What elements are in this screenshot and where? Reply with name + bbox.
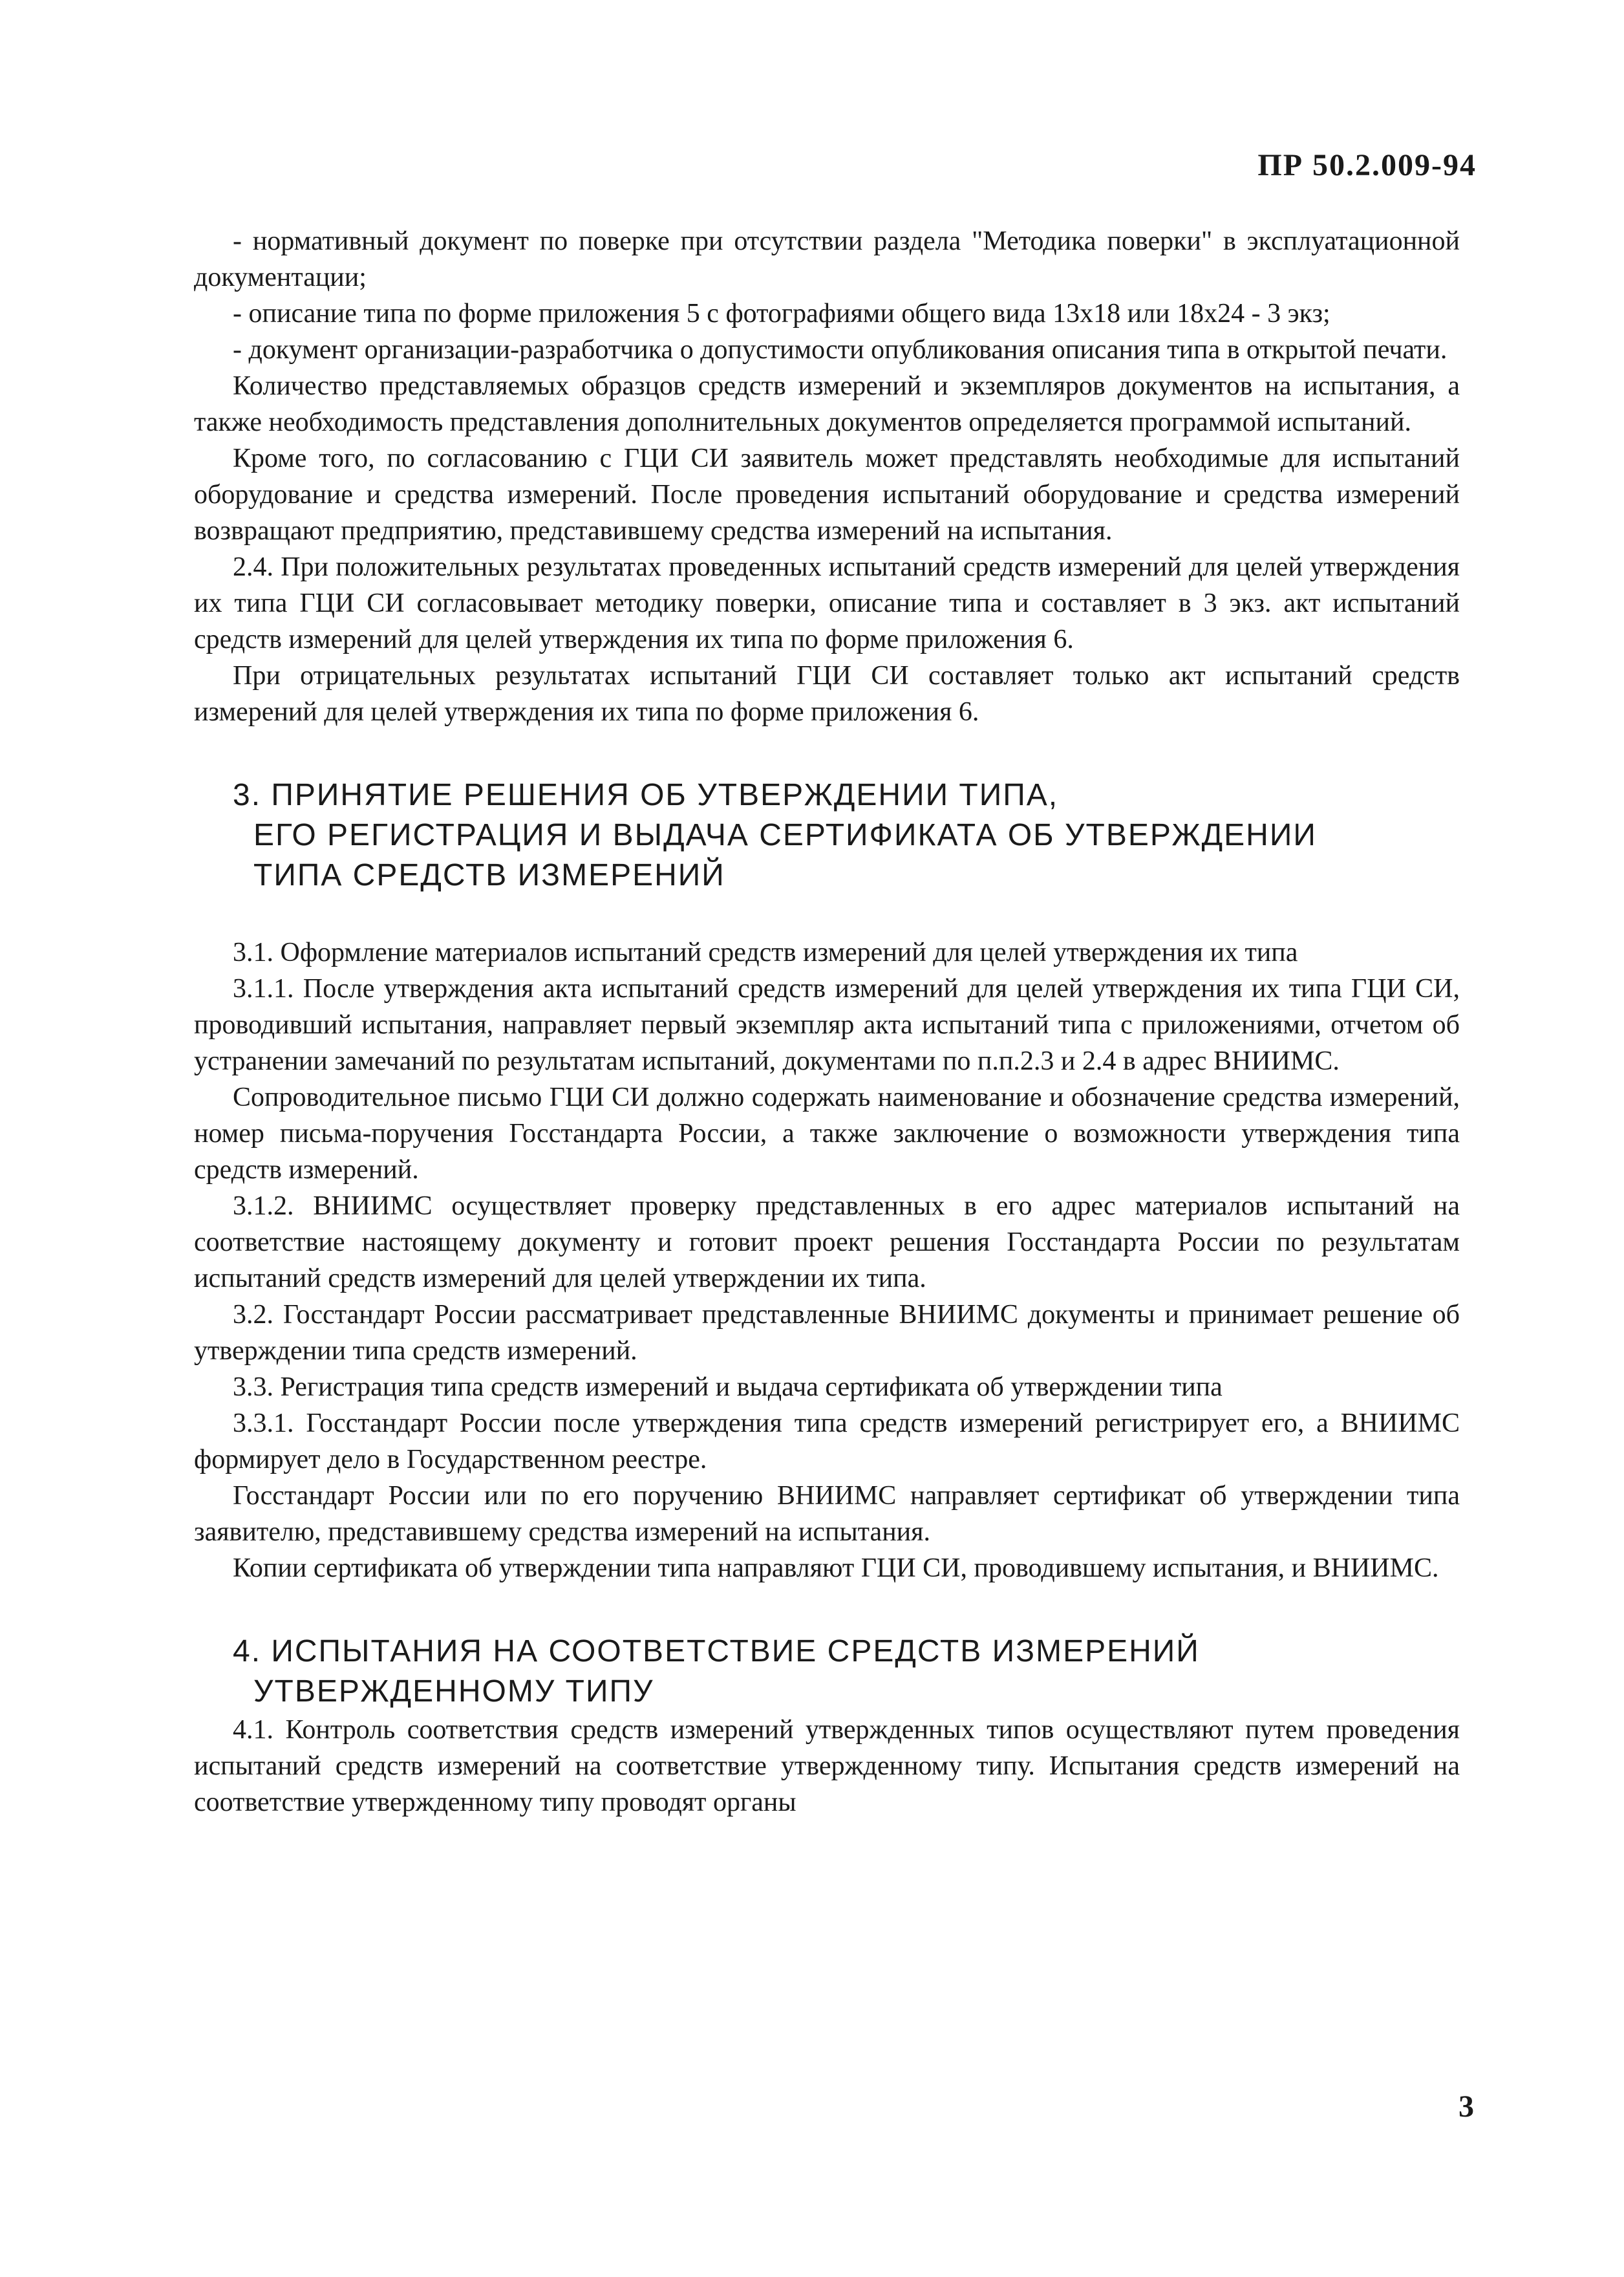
paragraph: Госстандарт России или по его поручению ВНИИМС направляет сертификат об утверждении типа заявителю, представившему средства измерений на испытания. [194, 1481, 1460, 1547]
section-title-line: ТИПА СРЕДСТВ ИЗМЕРЕНИЙ [253, 858, 725, 892]
paragraph: - документ организации-разработчика о допустимости опубликования описания типа в открытой печати. [233, 335, 1448, 365]
paragraph: Количество представляемых образцов средств измерений и экземпляров документов на испытания, а также необходимость представления дополнительных документов определяется программой испытаний. [194, 371, 1460, 437]
page-number: 3 [1458, 2089, 1474, 2124]
paragraph: - нормативный документ по поверке при отсутствии раздела "Методика поверки" в эксплуатационной документации; [194, 226, 1460, 292]
paragraph: Копии сертификата об утверждении типа направляют ГЦИ СИ, проводившему испытания, и ВНИИМС. [233, 1553, 1439, 1583]
paragraph: Сопроводительное письмо ГЦИ СИ должно содержать наименование и обозначение средства измерений, номер письма-поручения Госстандарта России, а также заключение о возможности утверждения типа средств измерений. [194, 1083, 1460, 1185]
document-body [194, 223, 1460, 1820]
document-code: ПР 50.2.009-94 [1257, 148, 1477, 182]
section-title-line: 3. ПРИНЯТИЕ РЕШЕНИЯ ОБ УТВЕРЖДЕНИИ ТИПА, [233, 778, 1059, 812]
paragraph: При отрицательных результатах испытаний ГЦИ СИ составляет только акт испытаний средств измерений для целей утверждения их типа по форме приложения 6. [194, 661, 1460, 727]
section-title-line: ЕГО РЕГИСТРАЦИЯ И ВЫДАЧА СЕРТИФИКАТА ОБ УТВЕРЖДЕНИИ [253, 818, 1317, 852]
paragraph: - описание типа по форме приложения 5 с фотографиями общего вида 13x18 или 18x24 - 3 экз; [233, 299, 1330, 329]
paragraph: 3.2. Госстандарт России рассматривает представленные ВНИИМС документы и принимает решение об утверждении типа средств измерений. [194, 1300, 1460, 1366]
section-3-title [194, 775, 1460, 896]
paragraph: 2.4. При положительных результатах проведенных испытаний средств измерений для целей утверждения их типа ГЦИ СИ согласовывает методику поверки, описание типа и составляет в 3 экз. акт испытаний средств измерений для целей утверждения их типа по форме приложения 6. [194, 552, 1460, 654]
paragraph: 3.1.1. После утверждения акта испытаний средств измерений для целей утверждения их типа ГЦИ СИ, проводивший испытания, направляет первый экземпляр акта испытаний типа с приложениями, отчетом об устранении замечаний по результатам испытаний, документами по п.п.2.3 и 2.4 в адрес ВНИИМС. [194, 974, 1460, 1076]
paragraph: Кроме того, по согласованию с ГЦИ СИ заявитель может представлять необходимые для испытаний оборудование и средства измерений. После проведения испытаний оборудование и средства измерений возвращают предприятию, представившему средства измерений на испытания. [194, 444, 1460, 546]
paragraph: 3.3. Регистрация типа средств измерений и выдача сертификата об утверждении типа [233, 1372, 1223, 1402]
section-title-line: 4. ИСПЫТАНИЯ НА СООТВЕТСТВИЕ СРЕДСТВ ИЗМЕРЕНИЙ [233, 1634, 1200, 1668]
paragraph: 4.1. Контроль соответствия средств измерений утвержденных типов осуществляют путем проведения испытаний средств измерений на соответствие утвержденному типу. Испытания средств измерений на соответствие утвержденному типу проводят органы [194, 1715, 1460, 1817]
paragraph: 3.3.1. Госстандарт России после утверждения типа средств измерений регистрирует его, а ВНИИМС формирует дело в Государственном реестре. [194, 1408, 1460, 1474]
paragraph: 3.1.2. ВНИИМС осуществляет проверку представленных в его адрес материалов испытаний на соответствие настоящему документу и готовит проект решения Госстандарта России по результатам испытаний средств измерений для целей утверждении их типа. [194, 1191, 1460, 1293]
paragraph: 3.1. Оформление материалов испытаний средств измерений для целей утверждения их типа [233, 938, 1298, 967]
section-title-line: УТВЕРЖДЕННОМУ ТИПУ [253, 1674, 654, 1709]
section-4-title [194, 1632, 1460, 1712]
